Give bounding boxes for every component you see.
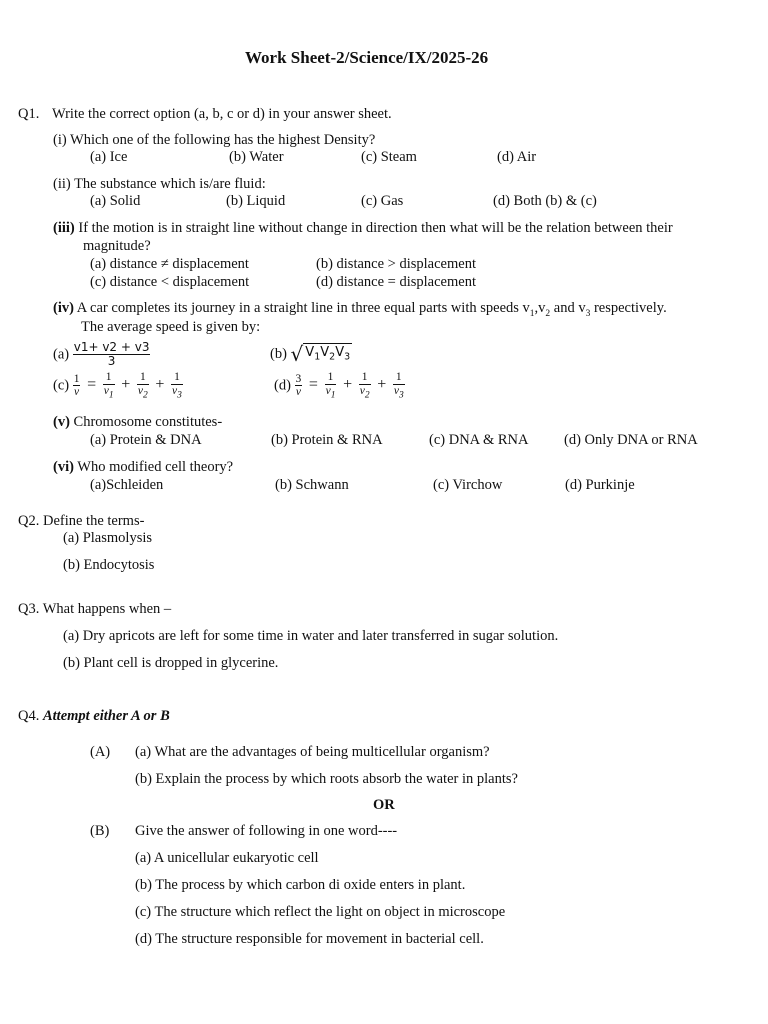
q2-title: Q2. Define the terms- <box>18 513 145 529</box>
q1-iv-question: (iv) A car completes its journey in a straight line in three equal parts with speeds $v_1,v_2$ and $v_3$ respectively. <box>53 300 667 319</box>
q4-A-item-b: (b) Explain the process by which roots absorb the water in plants? <box>135 771 518 787</box>
sqrt-symbol-icon: √ <box>290 342 304 366</box>
q1-iv-option-a-label: (a) <box>53 346 70 363</box>
q1-v-text: Chromosome constitutes- <box>69 414 223 430</box>
q1-vi-number: (vi) <box>53 459 74 475</box>
q1-iv-sub-2: 2 <box>545 308 551 319</box>
q1-v-option-b: (b) Protein & RNA <box>271 432 383 448</box>
q2-item-b: (b) Endocytosis <box>63 557 155 573</box>
q4-B-intro: Give the answer of following in one word---- <box>135 823 398 839</box>
q1-iv-option-d: (d) $\frac{3}{v}$ = $\frac{1}{v_1}$ + $\frac{1}{v_2}$ + $\frac{1}{v_3}$ <box>274 371 404 400</box>
q4-B-item-d: (d) The structure responsible for movement in bacterial cell. <box>135 931 484 947</box>
q1-i-question: (i) Which one of the following has the highest Density? <box>53 132 376 148</box>
q1-ii-option-b: (b) Liquid <box>226 193 286 209</box>
q1-vi-option-c: (c) Virchow <box>433 477 503 493</box>
q1-i-option-b: (b) Water <box>229 149 284 165</box>
q1-iv-question-cont: The average speed is given by: <box>81 319 261 335</box>
q4-title <box>18 708 170 725</box>
q3-title: Q3. What happens when – <box>18 601 172 617</box>
page-title: Work Sheet-2/Science/IX/2025-26 <box>245 48 489 67</box>
q1-v-option-a: (a) Protein & DNA <box>90 432 202 448</box>
q3-item-a: (a) Dry apricots are left for some time in water and later transferred in sugar solution. <box>63 628 559 644</box>
q1-vi-option-a: (a)Schleiden <box>90 477 164 493</box>
q4-B-item-b: (b) The process by which carbon di oxide enters in plant. <box>135 877 466 893</box>
q1-iii-number: (iii) <box>53 220 75 236</box>
q3-item-b: (b) Plant cell is dropped in glycerine. <box>63 655 279 671</box>
q1-iii-option-b: (b) distance > displacement <box>316 256 476 272</box>
q1-vi-option-b: (b) Schwann <box>275 477 349 493</box>
q1-vi-question <box>53 459 233 476</box>
q1-iv-option-a-denominator: 3 <box>107 354 116 369</box>
q1-v-number: (v) <box>53 414 70 430</box>
q1-instruction: Write the correct option (a, b, c or d) in your answer sheet. <box>52 106 392 122</box>
q1-iii-text: If the motion is in straight line without change in direction then what will be the relation between their <box>74 220 673 236</box>
q1-iv-sub-1: 1 <box>529 308 535 319</box>
q1-i-option-a: (a) Ice <box>90 149 128 165</box>
q1-ii-option-c: (c) Gas <box>361 193 404 209</box>
q1-iii-option-d: (d) distance = displacement <box>316 274 476 290</box>
q4-A-label: (A) <box>90 744 111 760</box>
q1-iv-sub-3: 3 <box>585 308 591 319</box>
q1-ii-question: (ii) The substance which is/are fluid: <box>53 176 266 192</box>
q1-iv-option-a-numerator: v1+ v2 + v3 <box>73 340 150 354</box>
q1-iv-option-c-label: (c) <box>53 377 70 394</box>
q1-vi-text: Who modified cell theory? <box>73 459 234 475</box>
q1-i-option-c: (c) Steam <box>361 149 417 165</box>
q1-label: Q1. <box>18 106 40 122</box>
q1-iii-question <box>53 220 673 237</box>
q1-v-option-d: (d) Only DNA or RNA <box>564 432 698 448</box>
q4-B-item-c: (c) The structure which reflect the light on object in microscope <box>135 904 506 920</box>
q1-iv-option-b-sqrt: √ $V_1V_2V_3$ <box>290 342 351 366</box>
q1-v-option-c: (c) DNA & RNA <box>429 432 529 448</box>
q1-iv-option-a-fraction <box>73 341 151 368</box>
q1-iv-option-b-label: (b) <box>270 346 287 363</box>
q1-vi-option-d: (d) Purkinje <box>565 477 635 493</box>
q1-iv-option-c: (c) $\frac{1}{v}$ = $\frac{1}{v_1}$ + $\frac{1}{v_2}$ + $\frac{1}{v_3}$ <box>53 371 182 400</box>
q1-iv-option-a <box>53 341 150 368</box>
q1-iv-option-d-numerator: 3 <box>295 372 302 385</box>
q4-A-item-a: (a) What are the advantages of being multicellular organism? <box>135 744 490 760</box>
q1-iv-number: (iv) <box>53 300 74 316</box>
q1-iv-option-b <box>270 343 352 366</box>
q1-ii-option-a: (a) Solid <box>90 193 141 209</box>
q2-item-a: (a) Plasmolysis <box>63 530 153 546</box>
q1-iii-option-a: (a) distance ≠ displacement <box>90 256 249 272</box>
q4-instruction: Attempt either A or B <box>42 708 170 724</box>
q1-iii-question-cont: magnitude? <box>83 238 151 254</box>
q4-label: Q4. <box>18 708 43 724</box>
q1-ii-option-d: (d) Both (b) & (c) <box>493 193 597 209</box>
q4-B-label: (B) <box>90 823 110 839</box>
q1-iv-option-d-label: (d) <box>274 377 291 394</box>
q1-i-option-d: (d) Air <box>497 149 537 165</box>
q1-iv-text: A car completes its journey in a straight line in three equal parts with speeds v <box>73 300 530 316</box>
q4-or-separator: OR <box>373 797 395 813</box>
q4-B-item-a: (a) A unicellular eukaryotic cell <box>135 850 319 866</box>
q1-iii-option-c: (c) distance < displacement <box>90 274 250 290</box>
q1-v-question <box>53 414 222 431</box>
